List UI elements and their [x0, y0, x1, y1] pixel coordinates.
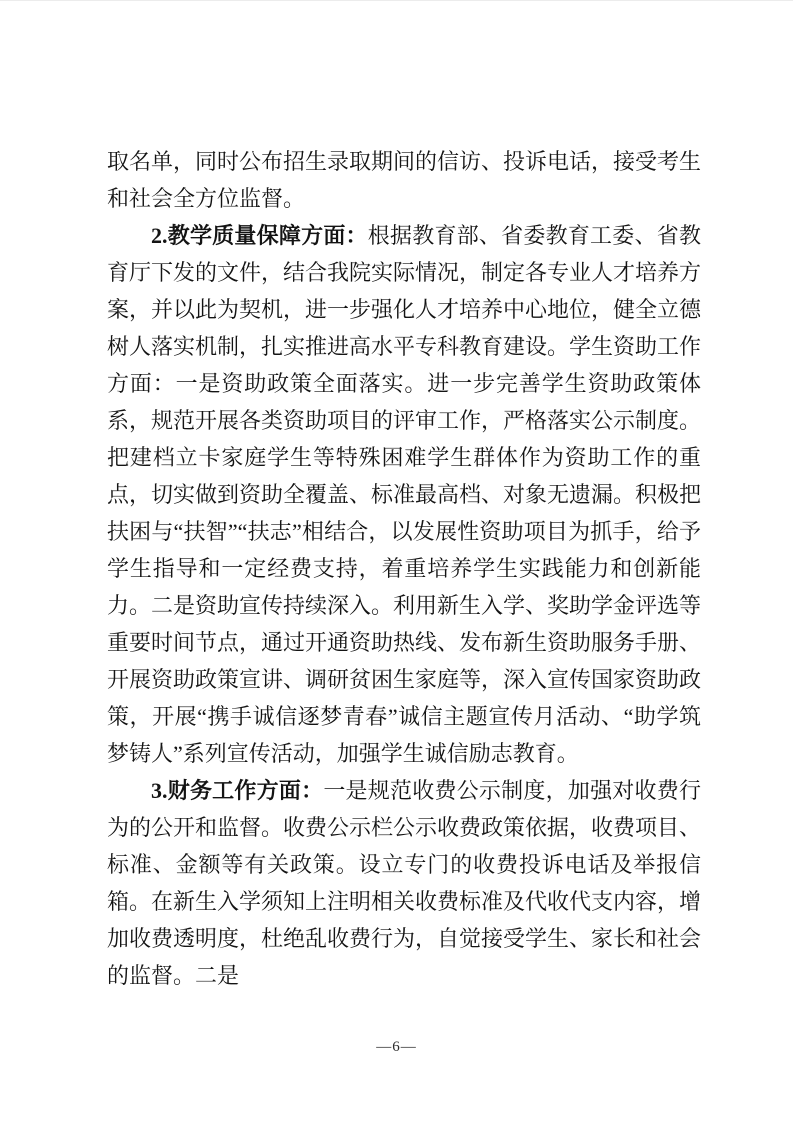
paragraph-heading: 2.教学质量保障方面： — [151, 223, 368, 248]
paragraph-finance-work — [107, 772, 701, 994]
text-run: 根据教育部、省委教育工委、省教育厅下发的文件，结合我院实际情况，制定各专业人才培养方案，并以此为契机，进一步强化人才培养中心地位，健全立德树人落实机制，扎实推进高水平专科教育建设。学生资助工作方面：一是资助政策全面落实。进一步完善学生资助政策体系，规范开展各类资助项目的评审工作，严格落实公示制度。把建档立卡家庭学生等特殊困难学生群体作为资助工作的重点，切实做到资助全覆盖、标准最高档、对象无遗漏。积极把扶困与“扶智”“扶志”相结合，以发展性资助项目为抓手，给予学生指导和一定经费支持，着重培养学生实践能力和创新能力。二是资助宣传持续深入。利用新生入学、奖助学金评选等重要时间节点，通过开通资助热线、发布新生资助服务手册、开展资助政策宣讲、调研贫困生家庭等，深入宣传国家资助政策，开展“携手诚信逐梦青春”诚信主题宣传月活动、“助学筑梦铸人”系列宣传活动，加强学生诚信励志教育。 — [107, 223, 702, 766]
paragraph-teaching-quality — [107, 217, 701, 772]
paragraph-continuation — [107, 143, 701, 217]
text-run: 取名单，同时公布招生录取期间的信访、投诉电话，接受考生和社会全方位监督。 — [107, 149, 702, 211]
text-run: 一是规范收费公示制度，加强对收费行为的公开和监督。收费公示栏公示收费政策依据，收费项目、标准、金额等有关政策。设立专门的收费投诉电话及举报信箱。在新生入学须知上注明相关收费标准及代收代支内容，增加收费透明度，杜绝乱收费行为，自觉接受学生、家长和社会的监督。二是 — [107, 778, 702, 988]
paragraph-heading: 3.财务工作方面： — [151, 778, 324, 803]
document-body — [107, 143, 701, 994]
page-number: —6— — [376, 1039, 417, 1055]
